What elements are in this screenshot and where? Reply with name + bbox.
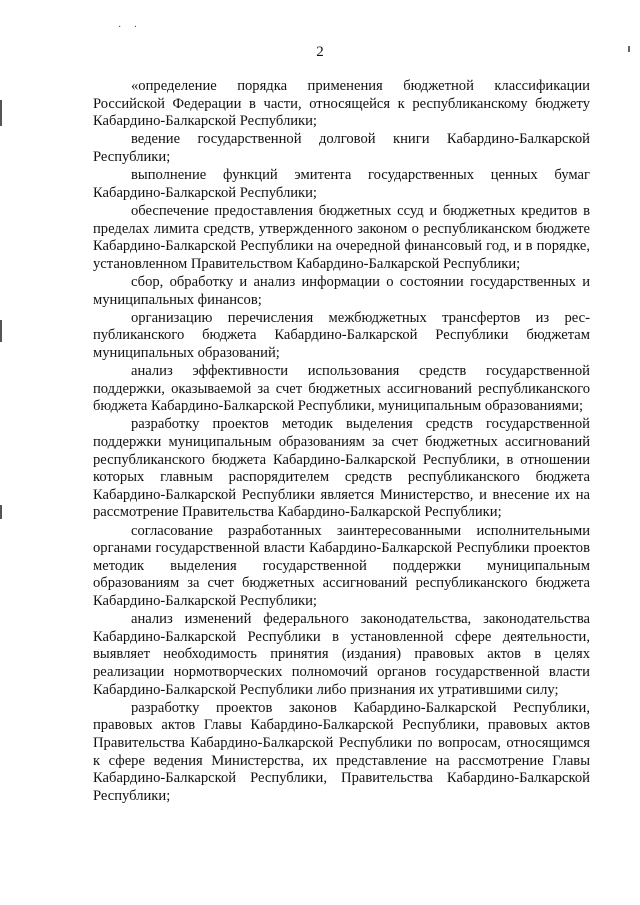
- paragraph: разработку проектов методик выделения средств государственной поддержки муниципальным образованиям за счет бюджетных ассигнований республиканского бюджета Кабардино-Балкарской Республики, в отношении которых главным распорядителем средств республиканского бюджета Кабардино-Балкарской Республики является Министерство, и внесение их на рассмотрение Правительства Кабардино-Балкарской Республики;: [93, 416, 590, 521]
- paragraph: разработку проектов законов Кабардино-Балкарской Республики, правовых актов Главы Кабардино-Балкарской Республики, правовых актов Правительства Кабардино-Балкарской Республики по вопросам, относящимся к сфере ведения Министерства, их представление на рассмотрение Главы Кабардино-Балкарской Республики, Правительства Кабардино-Балкарской Республики;: [93, 699, 590, 804]
- paragraph: организацию перечисления межбюджетных трансфертов из республиканского бюджета Кабардино-Балкарской Республики бюджетам муниципальных образований;: [93, 309, 590, 361]
- scan-edge-mark: [0, 320, 2, 342]
- paragraph: анализ изменений федерального законодательства, законодательства Кабардино-Балкарской Республики в установленной сфере деятельности, выявляет необходимость принятия (издания) правовых актов в целях реализации нормотворческих полномочий органов государственной власти Кабардино-Балкарской Республики либо признания их утратившими силу;: [93, 611, 590, 698]
- paragraph: обеспечение предоставления бюджетных ссуд и бюджетных кредитов в пределах лимита средств, утвержденного законом о республиканском бюджете Кабардино-Балкарской Республики на очередной финансовый год, и в порядке, установленном Правительством Кабардино-Балкарской Республики;: [93, 202, 590, 272]
- paragraph: ведение государственной долговой книги Кабардино-Балкарской Республики;: [93, 131, 590, 165]
- paragraph: согласование разработанных заинтересованными исполнительными органами государственной власти Кабардино-Балкарской Республики проектов методик выделения государственной поддержки муниципальным образованиям за счет бюджетных ассигнований республиканского бюджета Кабардино-Балкарской Республики;: [93, 522, 590, 609]
- paragraph: сбор, обработку и анализ информации о состоянии государственных и муниципальных финансов;: [93, 273, 590, 308]
- scan-edge-mark: [0, 505, 2, 519]
- document-body: [93, 78, 590, 806]
- paragraph: «определение порядка применения бюджетной классификации Российской Федерации в части, относящейся к республиканскому бюджету Кабардино-Балкарской Республики;: [93, 78, 590, 130]
- paragraph: анализ эффективности использования средств государственной поддержки, оказываемой за счет бюджетных ассигнований республиканского бюджета Кабардино-Балкарской Республики, муниципальным образованиями;: [93, 363, 590, 415]
- scan-artifact-marks: · ·: [118, 22, 143, 33]
- scan-edge-mark: [0, 100, 2, 126]
- page-number: 2: [316, 44, 324, 60]
- paragraph: выполнение функций эмитента государственных ценных бумаг Кабардино-Балкарской Республики;: [93, 167, 590, 201]
